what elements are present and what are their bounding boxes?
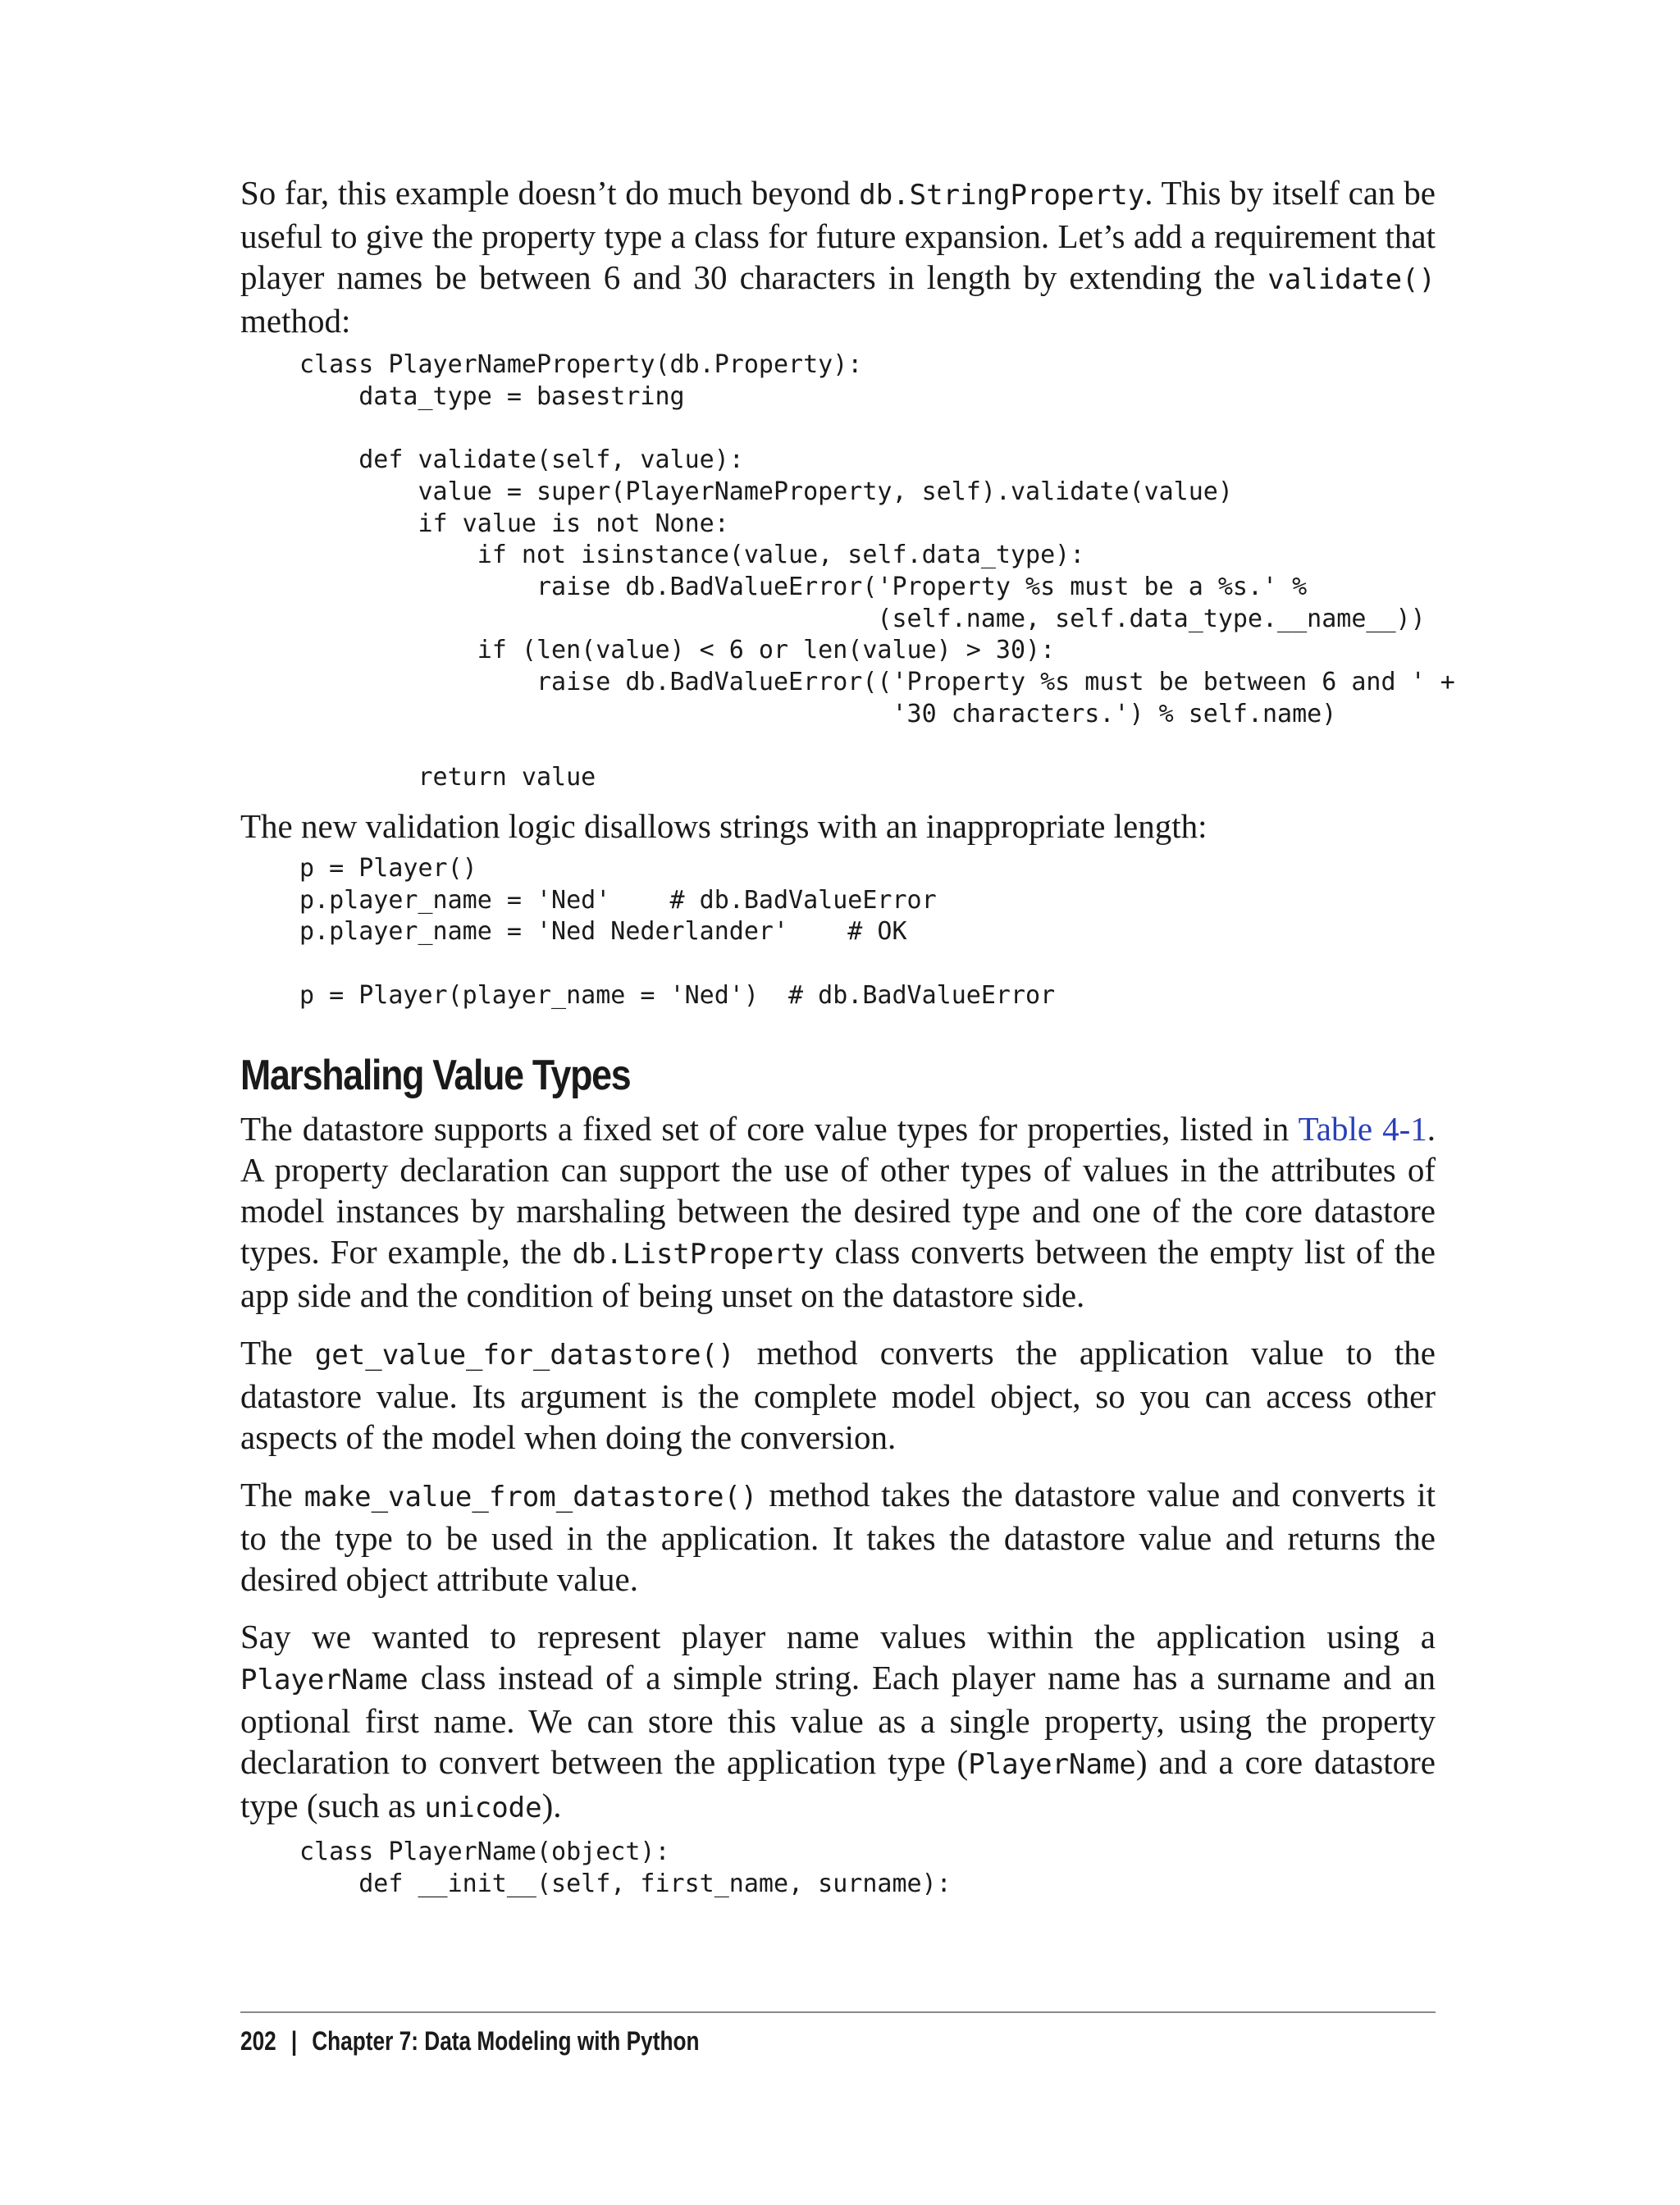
inline-code: get_value_for_datastore() bbox=[314, 1339, 735, 1372]
text: The bbox=[240, 1334, 315, 1372]
inline-code: PlayerName bbox=[240, 1664, 409, 1697]
inline-code: validate() bbox=[1267, 263, 1436, 296]
inline-code: PlayerName bbox=[968, 1748, 1136, 1782]
text: method takes the datastore value and converts it to the type to be used in the application. It takes the datastore value and returns the desired object attribute value. bbox=[240, 1476, 1436, 1599]
paragraph-intro bbox=[240, 172, 1436, 341]
text: class instead of a simple string. Each player name has a surname and an optional first name. We can store this value as a single property, using the property declaration to convert between the application type ( bbox=[240, 1659, 1436, 1782]
inline-code: make_value_from_datastore() bbox=[304, 1481, 758, 1514]
page-content bbox=[240, 172, 1455, 1901]
text: ). bbox=[541, 1787, 562, 1825]
inline-code: db.StringProperty bbox=[859, 179, 1145, 212]
text: method: bbox=[240, 302, 351, 340]
footer-rule bbox=[240, 2011, 1436, 2013]
text: . This by itself can be useful to give the property type a class for future expansion. Let’s add a requirement that player names be between 6 and 30 characters in length by extending the bbox=[240, 174, 1436, 296]
text: The new validation logic disallows strings with an inappropriate length: bbox=[240, 806, 1208, 845]
code-block-player-name-property: class PlayerNameProperty(db.Property): data_type = basestring def validate(self, value): value = super(PlayerNameProperty, self).validate(value) if value is not None: if not isinstance(value, self.data_type): raise db.BadValueError('Property %s must be a %s.' % (self.name, self.data_type.__name__)) if (len(value) < 6 or len(value) > 30): raise db.BadValueError(('Property %s must be between 6 and ' + '30 characters.') % self.name) return value bbox=[299, 350, 1455, 792]
footer-separator: | bbox=[290, 2026, 298, 2056]
text: The datastore supports a fixed set of core value types for properties, listed in bbox=[240, 1110, 1299, 1148]
section-heading: Marshaling Value Types bbox=[240, 1052, 631, 1100]
paragraph-core-types bbox=[240, 1108, 1436, 1316]
page-number: 202 bbox=[240, 2026, 276, 2056]
text: The bbox=[240, 1476, 304, 1514]
text: ) and a core datastore type (such as bbox=[240, 1743, 1436, 1825]
text: class converts between the empty list of the app side and the condition of being unset on the datastore side. bbox=[240, 1233, 1436, 1315]
code-block-player-usage: p = Player() p.player_name = 'Ned' # db.BadValueError p.player_name = 'Ned Nederlander' # OK p = Player(player_name = 'Ned') # db.BadValueError bbox=[299, 853, 1056, 1010]
page-footer bbox=[240, 2025, 700, 2057]
paragraph-make-value bbox=[240, 1474, 1436, 1600]
paragraph-validation bbox=[240, 806, 1436, 847]
code-block-player-name-class: class PlayerName(object): def __init__(self, first_name, surname): bbox=[299, 1838, 952, 1899]
text: Say we wanted to represent player name values within the application using a bbox=[240, 1618, 1436, 1656]
text: method converts the application value to the datastore value. Its argument is the complete model object, so you can access other aspects of the model when doing the conversion. bbox=[240, 1334, 1436, 1457]
text: So far, this example doesn’t do much beyond bbox=[240, 174, 860, 212]
table-link[interactable]: Table 4-1 bbox=[1298, 1110, 1427, 1148]
paragraph-player-name-class bbox=[240, 1616, 1436, 1828]
text: . A property declaration can support the use of other types of values in the attributes of model instances by marshaling between the desired type and one of the core datastore types. For example, the bbox=[240, 1110, 1436, 1271]
paragraph-get-value bbox=[240, 1332, 1436, 1458]
chapter-title: Chapter 7: Data Modeling with Python bbox=[312, 2026, 700, 2056]
inline-code: db.ListProperty bbox=[572, 1238, 824, 1271]
inline-code: unicode bbox=[424, 1792, 542, 1825]
